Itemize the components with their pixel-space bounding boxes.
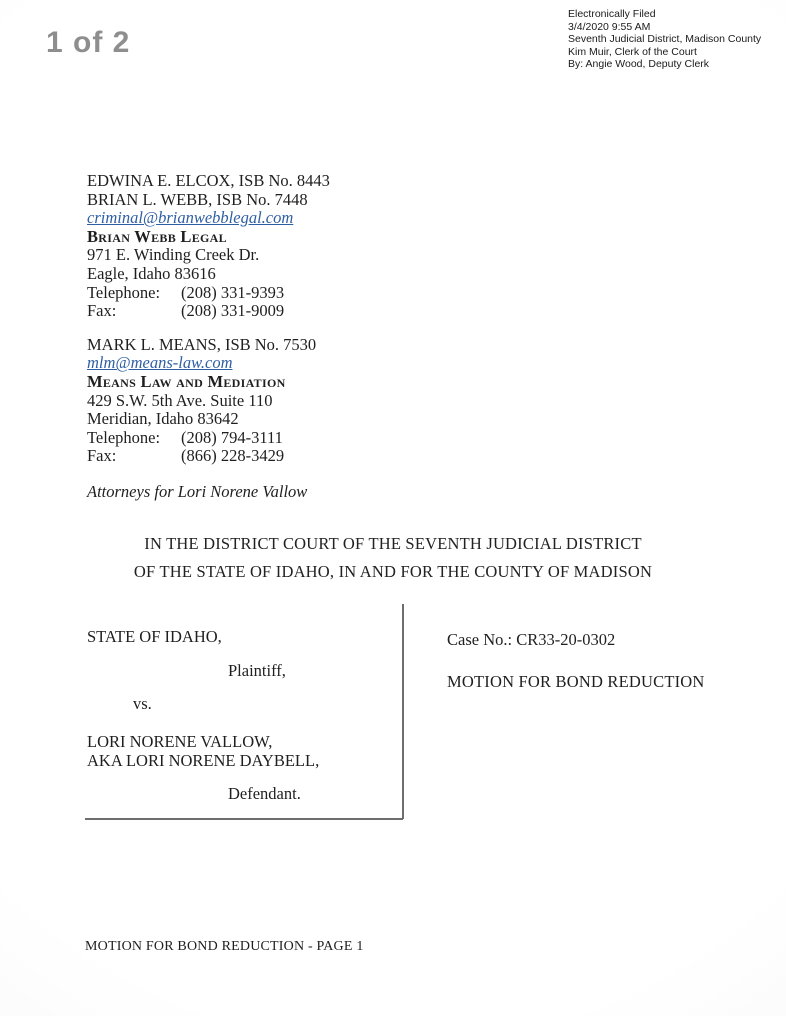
caption-vertical-divider (402, 604, 404, 819)
phone-row (87, 284, 330, 303)
firm-address-city: Eagle, Idaho 83616 (87, 263, 216, 283)
efiling-stamp (568, 8, 761, 71)
fax-number: (208) 331-9009 (181, 301, 285, 321)
court-heading-line2: OF THE STATE OF IDAHO, IN AND FOR THE COUNTY OF MADISON (133, 562, 653, 581)
stamp-line-clerk: Kim Muir, Clerk of the Court (568, 45, 697, 58)
case-number: Case No.: CR33-20-0302 (447, 630, 616, 649)
caption-horizontal-divider (85, 818, 403, 820)
stamp-line-datetime: 3/4/2020 9:55 AM (568, 20, 651, 33)
fax-row (87, 302, 330, 321)
stamp-line-district: Seventh Judicial District, Madison County (568, 33, 762, 46)
stamp-line-deputy: By: Angie Wood, Deputy Clerk (568, 58, 710, 71)
attorneys-for-line: Attorneys for Lori Norene Vallow (87, 481, 308, 501)
attorney-block-2 (87, 336, 330, 466)
caption-plaintiff-role: Plaintiff, (228, 661, 286, 680)
caption-versus: vs. (133, 694, 152, 713)
attorney-info (87, 172, 330, 502)
court-heading (0, 530, 786, 586)
phone-label: Telephone: (87, 427, 161, 447)
phone-number: (208) 794-3111 (181, 427, 283, 447)
firm-address-city: Meridian, Idaho 83642 (87, 409, 239, 429)
caption-defendant-role: Defendant. (228, 784, 301, 803)
page-footer: MOTION FOR BOND REDUCTION - PAGE 1 (85, 939, 364, 954)
firm-name: Means Law and Mediation (87, 371, 286, 391)
fax-number: (866) 228-3429 (181, 446, 285, 466)
phone-label: Telephone: (87, 282, 161, 302)
court-heading-line1: IN THE DISTRICT COURT OF THE SEVENTH JUDICIAL DISTRICT (144, 534, 642, 553)
firm-address-street: 971 E. Winding Creek Dr. (87, 245, 260, 265)
firm-name: Brian Webb Legal (87, 226, 227, 246)
attorney-block-1 (87, 172, 330, 321)
stamp-line-filed: Electronically Filed (568, 8, 656, 20)
caption-plaintiff-name: STATE OF IDAHO, (87, 627, 222, 646)
email-link-brianwebblegal[interactable]: criminal@brianwebblegal.com (87, 208, 294, 228)
caption-defendant-aka: AKA LORI NORENE DAYBELL, (87, 751, 320, 770)
fax-label: Fax: (87, 446, 117, 466)
attorney-name: MARK L. MEANS, ISB No. 7530 (87, 334, 317, 354)
document-title: MOTION FOR BOND REDUCTION (447, 672, 705, 691)
fax-row (87, 447, 330, 466)
phone-row (87, 429, 330, 448)
attorney-name: BRIAN L. WEBB, ISB No. 7448 (87, 189, 308, 209)
page-indicator: 1 of 2 (46, 26, 131, 59)
attorney-name: EDWINA E. ELCOX, ISB No. 8443 (87, 171, 330, 190)
caption-defendant-name: LORI NORENE VALLOW, (87, 732, 273, 751)
fax-label: Fax: (87, 301, 117, 321)
phone-number: (208) 331-9393 (181, 282, 285, 302)
firm-address-street: 429 S.W. 5th Ave. Suite 110 (87, 390, 273, 410)
email-link-means-law[interactable]: mlm@means-law.com (87, 353, 233, 373)
